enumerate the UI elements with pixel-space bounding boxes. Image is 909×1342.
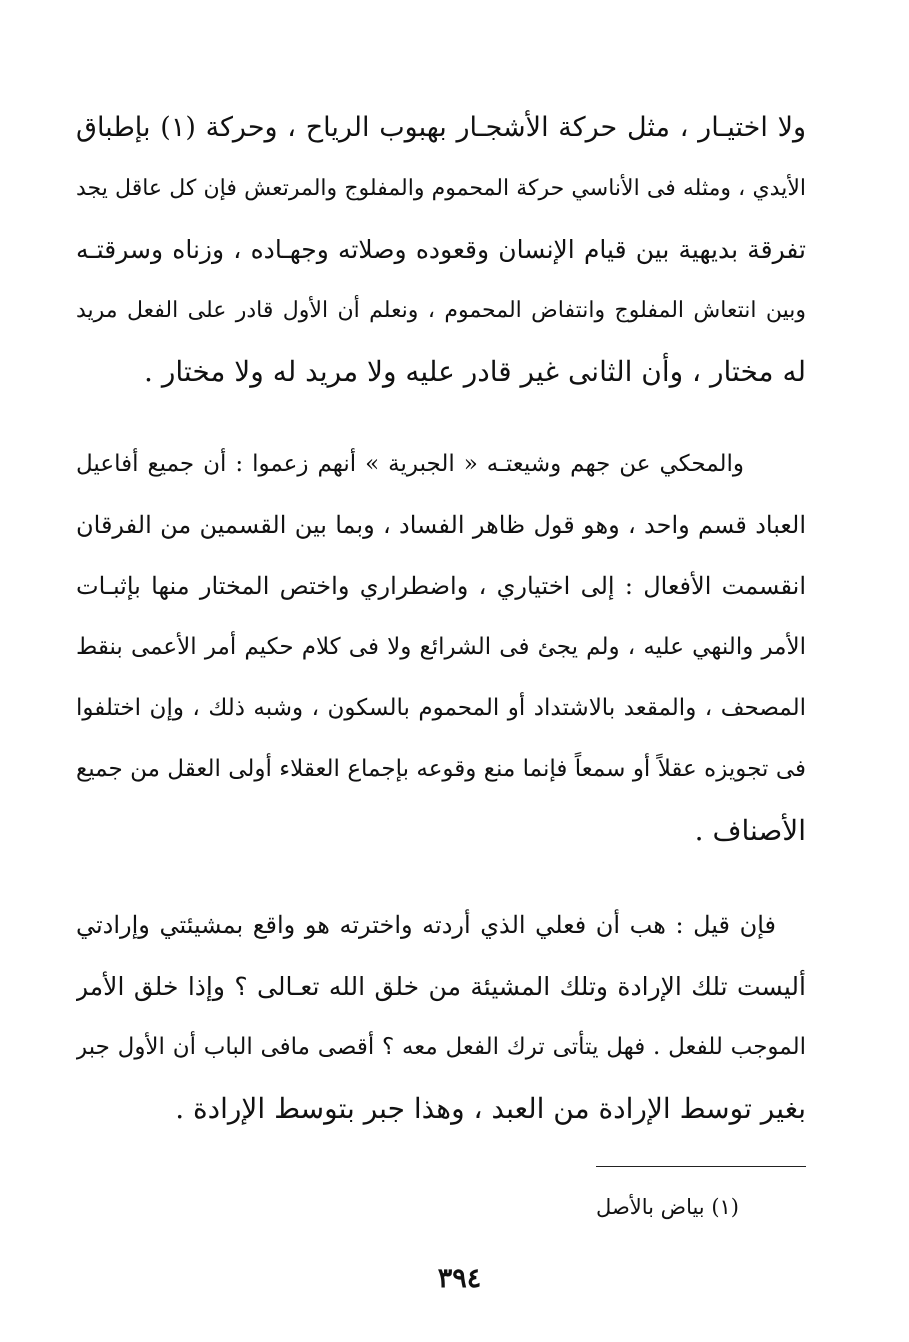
page-number: ٣٩٤ bbox=[437, 1263, 482, 1294]
text-line: انقسمت الأفعال : إلى اختياري ، واضطراري واختص المختار منها بإثبـات bbox=[76, 572, 806, 600]
text-line: له مختار ، وأن الثانى غير قادر عليه ولا مريد له ولا مختار . bbox=[144, 355, 806, 388]
footnote: (١) بياض بالأصل bbox=[596, 1195, 739, 1219]
paragraph-1 bbox=[76, 97, 806, 402]
text-line: فإن قيل : هب أن فعلي الذي أردته واخترته هو واقع بمشيئتي وإرادتي bbox=[76, 911, 776, 939]
text-line: الأيدي ، ومثله فى الأناسي حركة المحموم والمفلوج والمرتعش فإن كل عاقل يجد bbox=[76, 176, 806, 201]
text-line: بغير توسط الإرادة من العبد ، وهذا جبر بتوسط الإرادة . bbox=[175, 1092, 806, 1125]
text-line: العباد قسم واحد ، وهو قول ظاهر الفساد ، وبما بين القسمين من الفرقان bbox=[76, 511, 806, 539]
page-number-container bbox=[0, 1262, 909, 1296]
paragraph-3 bbox=[76, 895, 806, 1139]
footnote-divider bbox=[596, 1166, 806, 1167]
text-line: الأمر والنهي عليه ، ولم يجئ فى الشرائع ولا فى كلام حكيم أمر الأعمى بنقط bbox=[76, 634, 806, 660]
text-line: الموجب للفعل . فهل يتأتى ترك الفعل معه ؟ أقصى مافى الباب أن الأول جبر bbox=[76, 1034, 806, 1060]
text-line: الأصناف . bbox=[694, 814, 806, 847]
text-line: أليست تلك الإرادة وتلك المشيئة من خلق الله تعـالى ؟ وإذا خلق الأمر bbox=[76, 972, 806, 1001]
text-line: وبين انتعاش المفلوج وانتفاض المحموم ، ونعلم أن الأول قادر على الفعل مريد bbox=[76, 298, 806, 323]
text-line: تفرقة بديهية بين قيام الإنسان وقعوده وصلاته وجهـاده ، وزناه وسرقتـه bbox=[76, 235, 806, 264]
text-line: المصحف ، والمقعد بالاشتداد أو المحموم بالسكون ، وشبه ذلك ، وإن اختلفوا bbox=[76, 695, 806, 721]
paragraph-2 bbox=[76, 434, 806, 861]
text-line: ولا اختيـار ، مثل حركة الأشجـار بهبوب الرياح ، وحركة (١) بإطباق bbox=[76, 112, 806, 143]
text-line: والمحكي عن جهم وشيعتـه « الجبرية » أنهم زعموا : أن جميع أفاعيل bbox=[76, 451, 744, 477]
text-line: فى تجويزه عقلاً أو سمعاً فإنما منع وقوعه بإجماع العقلاء أولى العقل من جميع bbox=[76, 756, 806, 782]
